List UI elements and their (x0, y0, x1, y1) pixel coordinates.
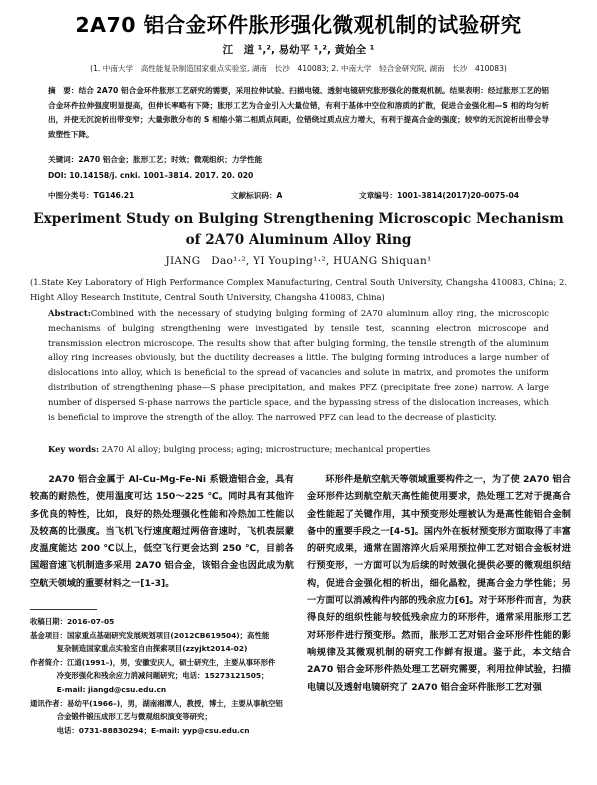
body-paragraph-left: 2A70 铝合金属于 Al-Cu-Mg-Fe-Ni 系锻造铝合金，具有较高的耐热性，使用温度可达 150～225 ℃。同时具有其他许多优良的特性，比如，良好的热处理强化性能和冷热加工性能以及较高的比强度。当飞机飞行速度超过两倍音速时，飞机表层蒙皮温度能达 200 ℃以上，低空飞行更会达到 250 ℃，目前各国超音速飞机制造多采用 2A70 铝合金，该铝合金也因此成为航空航天领域的重要材料之一[1-3]。 (30, 474, 294, 589)
footnote-author-line-2: 冷变形强化和残余应力消减问题研究；电话：15273121505； (56, 671, 269, 681)
chinese-title: 2A70 铝合金环件胀形强化微观机制的试验研究 (75, 13, 522, 37)
english-abstract-label: Abstract: (48, 308, 91, 318)
footnote-corresponding-line-1: 通讯作者：易幼平(1966–)，男，湖南湘潭人，教授，博士，主要从事航空铝 (30, 698, 283, 708)
article-number: 文章编号：1001-3814(2017)20-0075-04 (359, 191, 520, 200)
chinese-abstract-label: 摘 要： (48, 86, 79, 95)
footnote-corresponding-line-3: 电话：0731-88830294；E-mail: yyp@csu.edu.cn (56, 725, 250, 735)
footnote-author-line-1: 作者简介：江道(1991–)，男，安徽安庆人，硕士研究生，主要从事环形件 (30, 657, 276, 667)
english-authors: JIANG Dao¹·², YI Youping¹·², HUANG Shiquan¹ (165, 255, 432, 267)
class-number: 中图分类号：TG146.21 (48, 191, 135, 200)
footnote-fund-line-2: 复杂制造国家重点实验室自由探索项目(zzyjkt2014-02) (56, 644, 248, 654)
english-abstract-text: Combined with the necessary of studying bulging forming of 2A70 aluminum alloy ring, the microscopic mechanisms of bulging strengthening were investigated by tensile test, scanning electron microscope and transmission electron microscope. The results show that after bulging forming, the tensile strength of the aluminum alloy ring increases obviously, but the ductility decreases a little. The bulging forming introduces a large number of dislocations into alloy, which is beneficial to the spread of vacancies and solute in matrix, and promotes the uniform distribution of strengthening phase—S phase precipitation, and makes PFZ (precipitate free zone) narrow. A large number of dispersed S-phase narrows the particle space, and the bypassing stress of the dislocation increases, which is beneficial to improve the strength of the alloy. The narrowed PFZ can lead to the decrease of plasticity. (48, 308, 549, 422)
chinese-keywords-text: 2A70 铝合金；胀形工艺；时效；微观组织；力学性能 (78, 155, 263, 164)
doi: DOI: 10.14158/j. cnki. 1001–3814. 2017. 20. 020 (48, 171, 254, 180)
english-affiliation: (1.State Key Laboratory of High Performance Complex Manufacturing, Central South University, Changsha 410083, China; 2. Hight Alloy Research Institute, Central South University, Changsha 410083, China) (30, 277, 567, 302)
footnote-corresponding-line-2: 合金锻件锻压成形工艺与微观组织演变等研究； (56, 712, 212, 722)
chinese-keywords-label: 关键词： (48, 155, 79, 164)
footnotes (30, 615, 292, 737)
english-title-line-1: Experiment Study on Bulging Strengthening Microscopic Mechanism (33, 211, 564, 227)
english-title (0, 209, 597, 251)
chinese-affiliation: (1. 中南大学 高性能复杂制造国家重点实验室, 湖南 长沙 410083; 2. 中南大学 轻合金研究院, 湖南 长沙 410083) (90, 64, 507, 73)
english-keywords (48, 444, 549, 454)
body-paragraph-right: 环形件是航空航天等领域重要构件之一，为了使 2A70 铝合金环形件达到航空航天高性能使用要求，热处理工艺对于提高合金性能起了关键作用，其中预变形处理被认为是高性能铝合金制备中的重要手段之一[4-5]。国内外在板材预变形方面取得了丰富的研究成果，通常在固溶淬火后采用预拉伸工艺对铝合金板材进行预变形，一方面可以为后续的时效强化提供必要的微观组织结构，促进合金强化相的析出，细化晶粒，提高合金力学性能；另一方面可以消减构件内部的残余应力[6]。对于环形件而言，为获得良好的组织性能与较低残余应力的环形件，通常采用胀形工艺对环形件进行预变形。然而，胀形工艺对铝合金环形件性能的影响规律及其微观机制的研究工作鲜有报道。鉴于此，本文结合 2A70 铝合金环形件热处理工艺研究需要，利用拉伸试验，扫描电镜以及透射电镜研究了 2A70 铝合金环件胀形工艺对强 (307, 474, 571, 693)
chinese-abstract (48, 84, 549, 142)
document-code: 文献标识码：A (231, 191, 283, 200)
footnote-author-line-3: E-mail: jiangd@csu.edu.cn (56, 684, 167, 694)
chinese-abstract-text: 结合 2A70 铝合金环件胀形工艺研究的需要，采用拉伸试验、扫描电镜、透射电镜研究胀形强化的微观机制。结果表明：经过胀形工艺的铝合金环件拉伸强度明显提高，但伸长率略有下降；胀形工艺为合金引入大量位错，有利于基体中空位和溶质的扩散，促进合金强化相—S 相的均匀析出，并使无沉淀析出带变窄；大量弥散分布的 S 相缩小第二相质点间距，位错绕过质点应力增大，有利于提高合金的强度；较窄的无沉淀析出带会导致塑性下降。 (48, 86, 549, 139)
body-right-column (307, 471, 571, 696)
english-title-line-2: of 2A70 Aluminum Alloy Ring (185, 232, 412, 248)
footnote-fund-line-1: 基金项目：国家重点基础研究发展规划项目(2012CB619504)；高性能 (30, 630, 270, 640)
footnote-received: 收稿日期：2016-07-05 (30, 617, 115, 626)
english-abstract (48, 306, 549, 424)
chinese-keywords (48, 154, 549, 165)
chinese-authors: 江 道 ¹,², 易幼平 ¹,², 黄始全 ¹ (222, 44, 375, 56)
body-left-column (30, 471, 294, 592)
english-keywords-label: Key words: (48, 444, 100, 454)
footnote-divider (30, 609, 97, 610)
english-keywords-text: 2A70 Al alloy; bulging process; aging; microstructure; mechanical properties (101, 444, 431, 454)
